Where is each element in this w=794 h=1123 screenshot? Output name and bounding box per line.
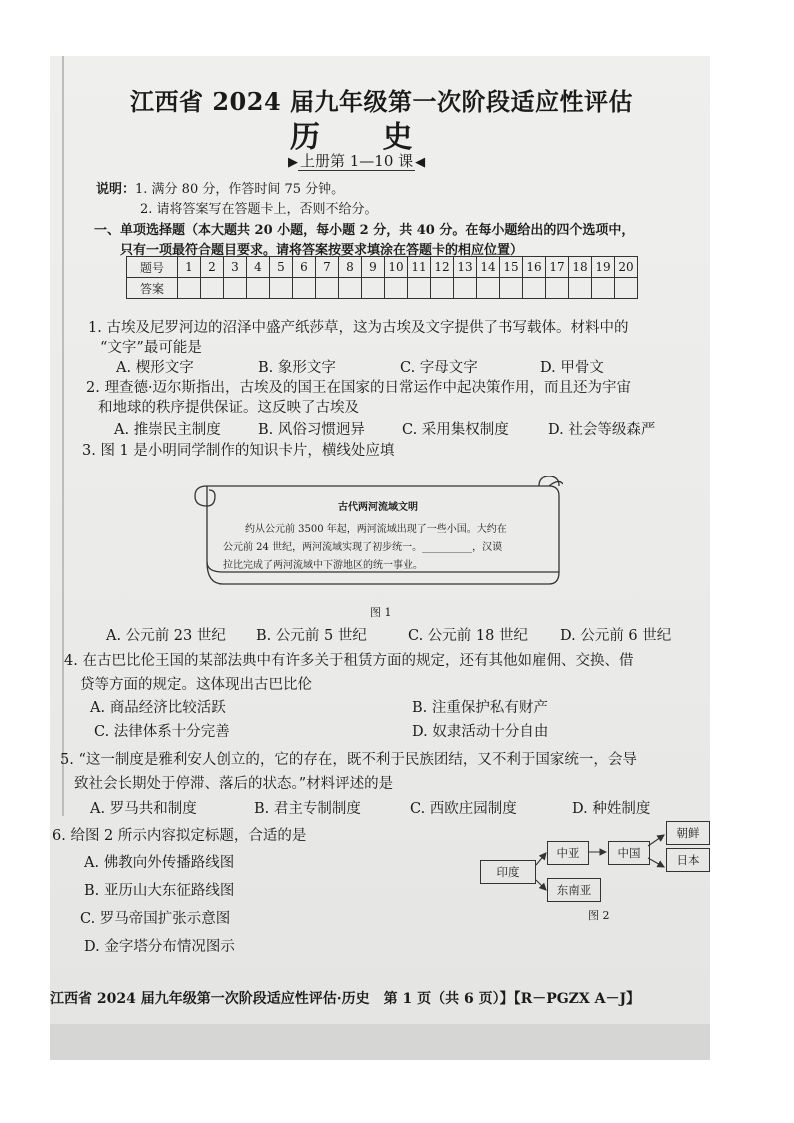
answer-cell (178, 278, 201, 299)
q2-option-b: B. 风俗习惯迥异 (258, 422, 365, 438)
q3-option-c: C. 公元前 18 世纪 (408, 628, 528, 644)
q4-stem-line-1: 4. 在古巴比伦王国的某部法典中有许多关于租赁方面的规定，还有其他如雇佣、交换、借 (64, 653, 634, 669)
section-heading-line-2: 只有一项最符合题目要求。请将答案按要求填涂在答题卡的相应位置） (120, 243, 524, 258)
q4-stem-line-2: 贷等方面的规定。这体现出古巴比伦 (80, 677, 312, 693)
number-cell: 1 (178, 257, 201, 278)
answer-cell (431, 278, 454, 299)
card-title: 古代两河流域文明 (338, 502, 418, 513)
q1-stem-line-1: 1. 古埃及尼罗河边的沼泽中盛产纸莎草，这为古埃及文字提供了书写载体。材料中的 (88, 320, 629, 336)
number-cell: 2 (201, 257, 224, 278)
answer-cell (408, 278, 431, 299)
number-cell: 10 (385, 257, 408, 278)
right-triangle-icon: ▶ (288, 155, 298, 170)
instructions-text-1: 1. 满分 80 分，作答时间 75 分钟。 (135, 182, 345, 197)
photo-bottom-shadow (50, 1024, 710, 1060)
node-japan: 日本 (666, 848, 710, 872)
q5-stem-line-1: 5. “这一制度是雅利安人创立的，它的存在，既不利于民族团结，又不利于国家统一，会导 (60, 752, 637, 768)
number-cell: 18 (569, 257, 592, 278)
answer-cell (523, 278, 546, 299)
node-korea: 朝鲜 (666, 821, 710, 845)
number-cell: 20 (615, 257, 638, 278)
number-cell: 12 (431, 257, 454, 278)
q1-stem-line-2: “文字”最可能是 (100, 340, 202, 356)
answer-cell (569, 278, 592, 299)
answer-cell (592, 278, 615, 299)
q5-option-b: B. 君主专制制度 (254, 801, 361, 817)
answer-cell (316, 278, 339, 299)
q2-option-a: A. 推崇民主制度 (114, 422, 221, 438)
number-cell: 6 (293, 257, 316, 278)
node-china: 中国 (608, 841, 650, 865)
q1-option-b: B. 象形文字 (258, 360, 336, 376)
instructions-label: 说明： (96, 182, 136, 197)
q2-stem-line-2: 和地球的秩序提供保证。这反映了古埃及 (98, 400, 359, 416)
figure-1-caption: 图 1 (370, 606, 392, 619)
number-cell: 14 (477, 257, 500, 278)
q5-option-d: D. 种姓制度 (572, 801, 651, 817)
answer-table-answer-row (127, 278, 638, 299)
number-cell: 16 (523, 257, 546, 278)
q6-option-b: B. 亚历山大东征路线图 (84, 883, 235, 899)
left-triangle-icon: ◀ (415, 155, 426, 170)
answer-cell (201, 278, 224, 299)
answer-cell (615, 278, 638, 299)
q1-option-d: D. 甲骨文 (540, 360, 604, 376)
card-line-2: 公元前 24 世纪，两河流域实现了初步统一。__________，汉谟 (223, 542, 503, 553)
section-heading-line-1: 一、单项选择题（本大题共 20 小题，每小题 2 分，共 40 分。在每小题给出的四个选项中， (94, 223, 635, 238)
answer-cell (546, 278, 569, 299)
exam-title: 江西省 2024 届九年级第一次阶段适应性评估 (130, 87, 634, 116)
page-footer: 江西省 2024 届九年级第一次阶段适应性评估·历史 第 1 页（共 6 页）】【R－PGZX A－J】 (50, 991, 641, 1007)
paper-fold-line (62, 56, 64, 816)
answer-header-cell: 答案 (127, 278, 178, 299)
answer-table (126, 256, 638, 299)
figure-2-caption: 图 2 (588, 909, 610, 922)
q2-option-d: D. 社会等级森严 (548, 422, 656, 438)
q3-stem: 3. 图 1 是小明同学制作的知识卡片，横线处应填 (82, 443, 395, 459)
q4-option-a: A. 商品经济比较活跃 (90, 700, 226, 716)
q2-option-c: C. 采用集权制度 (402, 422, 509, 438)
subject-title: 历 史 (290, 120, 439, 155)
number-cell: 8 (339, 257, 362, 278)
number-cell: 5 (270, 257, 293, 278)
knowledge-card (193, 476, 563, 592)
q5-option-c: C. 西欧庄园制度 (410, 801, 517, 817)
answer-cell (362, 278, 385, 299)
instructions-line-1 (96, 178, 344, 197)
instructions-line-2: 2. 请将答案写在答题卡上，否则不给分。 (140, 202, 378, 217)
q6-stem: 6. 给图 2 所示内容拟定标题，合适的是 (52, 828, 307, 844)
number-cell: 15 (500, 257, 523, 278)
number-cell: 3 (224, 257, 247, 278)
number-cell: 7 (316, 257, 339, 278)
q6-option-a: A. 佛教向外传播路线图 (84, 855, 235, 871)
answer-cell (270, 278, 293, 299)
q5-option-a: A. 罗马共和制度 (90, 801, 197, 817)
q1-option-c: C. 字母文字 (400, 360, 478, 376)
node-india: 印度 (480, 860, 536, 884)
number-cell: 13 (454, 257, 477, 278)
q4-option-b: B. 注重保护私有财产 (412, 700, 548, 716)
q6-option-c: C. 罗马帝国扩张示意图 (80, 911, 231, 927)
q3-option-b: B. 公元前 5 世纪 (256, 628, 367, 644)
answer-cell (247, 278, 270, 299)
number-cell: 9 (362, 257, 385, 278)
scope-line (288, 150, 425, 171)
q3-option-d: D. 公元前 6 世纪 (560, 628, 672, 644)
q3-option-a: A. 公元前 23 世纪 (106, 628, 226, 644)
answer-cell (224, 278, 247, 299)
answer-table-number-row (127, 257, 638, 278)
node-southeast-asia: 东南亚 (547, 878, 601, 902)
number-cell: 19 (592, 257, 615, 278)
answer-cell (339, 278, 362, 299)
number-cell: 4 (247, 257, 270, 278)
card-line-1: 约从公元前 3500 年起，两河流域出现了一些小国。大约在 (245, 524, 507, 535)
node-central-asia: 中亚 (547, 841, 589, 865)
q6-option-d: D. 金字塔分布情况图示 (84, 939, 235, 955)
number-header-cell: 题号 (127, 257, 178, 278)
card-line-3: 拉比完成了两河流域中下游地区的统一事业。 (223, 560, 423, 571)
q4-option-d: D. 奴隶活动十分自由 (412, 724, 549, 740)
answer-cell (477, 278, 500, 299)
answer-cell (293, 278, 316, 299)
number-cell: 17 (546, 257, 569, 278)
number-cell: 11 (408, 257, 431, 278)
answer-cell (454, 278, 477, 299)
q2-stem-line-1: 2. 理查德·迈尔斯指出，古埃及的国王在国家的日常运作中起决策作用，而且还为宇宙 (86, 380, 632, 396)
q1-option-a: A. 楔形文字 (116, 360, 194, 376)
answer-cell (500, 278, 523, 299)
q4-option-c: C. 法律体系十分完善 (94, 724, 230, 740)
answer-cell (385, 278, 408, 299)
scope-text: 上册第 1—10 课 (300, 152, 414, 170)
exam-paper-photo (50, 56, 710, 1060)
q5-stem-line-2: 致社会长期处于停滞、落后的状态。”材料评述的是 (74, 776, 394, 792)
